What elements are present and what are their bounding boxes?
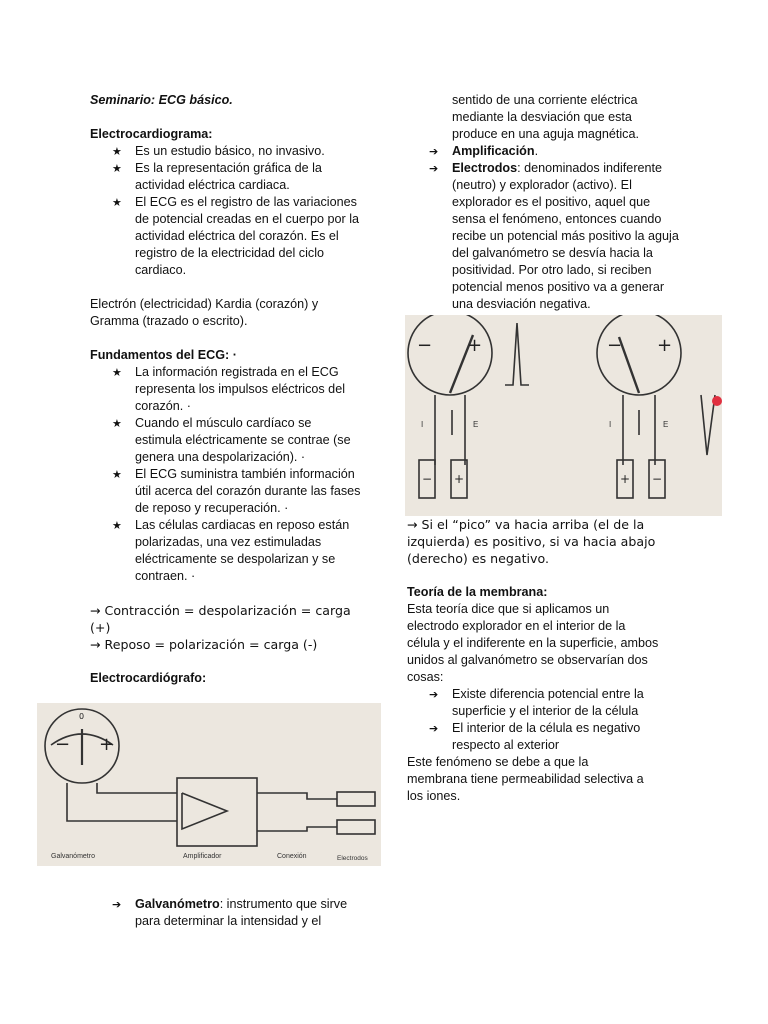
deflection-drawing [405, 315, 722, 516]
list-item: ★ Es un estudio básico, no invasivo. [90, 143, 370, 160]
label-E: E [473, 420, 479, 429]
galvanometro-block [90, 896, 370, 930]
plus-sign: + [657, 335, 673, 356]
pico-paragraph: → Si el “pico” va hacia arriba (el de la izquierda) es positivo, si va hacia abajo (derecho) es negativo. [407, 517, 656, 566]
right-lower [407, 516, 721, 805]
label-I: I [609, 420, 612, 429]
electrocardiograma-heading: Electrocardiograma: [90, 127, 213, 141]
wire [257, 793, 337, 799]
reposo-line: → Reposo = polarización = carga (-) [90, 637, 318, 652]
amplificacion-text: . [534, 144, 539, 158]
minus-sign: − [607, 335, 623, 356]
list-item: ➔ El interior de la célula es negativo respecto al exterior [407, 720, 721, 754]
cell-minus: − [652, 472, 663, 486]
plus-sign: + [467, 335, 483, 356]
galvanometro-continuation: sentido de una corriente eléctrica mediante la desviación que esta produce en una aguja magnética. [452, 93, 639, 141]
galvanometro-list [90, 896, 370, 930]
label-I: I [421, 420, 424, 429]
zero-mark: 0 [79, 712, 85, 721]
teoria-list [407, 686, 721, 754]
label-conexion: Conexión [277, 853, 307, 860]
teoria-outro: Este fenómeno se debe a que la membrana tiene permeabilidad selectiva a los iones. [407, 755, 644, 803]
teoria-intro: Esta teoría dice que si aplicamos un electrodo explorador en el interior de la célula y el indiferente en la superficie, ambos unidos al galvanómetro se observarían dos cosas: [407, 602, 659, 684]
electrocardiograma-list [90, 143, 370, 279]
electrodos-text: : denominados indiferente (neutro) y explorador (activo). El explorador es el positivo, aquel que sensa el fenómeno, entonces cuando recibe un potencial más positivo la aguja del galvanómetro se desvía hacia la positividad. Por otro lado, si reciben potencial menos positivo va a generar una desviación negativa. [452, 161, 679, 311]
galvanometro-text: : instrumento que sirve para determinar la intensidad y el [135, 897, 348, 928]
teoria-heading: Teoría de la membrana: [407, 585, 548, 599]
contraccion-line: → Contracción = despolarización = carga (+) [90, 603, 351, 635]
list-item: ★ El ECG suministra también información útil acerca del corazón durante las fases de reposo y recuperación. · [90, 466, 370, 517]
fundamentos-list [90, 364, 370, 585]
list-item [90, 896, 370, 930]
list-item: ➔ Existe diferencia potencial entre la superficie y el interior de la célula [407, 686, 721, 720]
cell-minus: − [422, 472, 433, 486]
list-item: ★ La información registrada en el ECG representa los impulsos eléctricos del corazón. · [90, 364, 370, 415]
etymology-paragraph: Electrón (electricidad) Kardia (corazón) y Gramma (trazado o escrito). [90, 297, 319, 328]
amplifier-box [177, 778, 257, 846]
negative-peak [701, 395, 715, 455]
label-E: E [663, 420, 669, 429]
cell-plus: + [620, 472, 631, 486]
fundamentos-heading: Fundamentos del ECG: · [90, 348, 237, 362]
wire [257, 827, 337, 831]
electrocardiograph-diagram [37, 703, 381, 866]
electrodos-term: Electrodos [452, 161, 518, 175]
wire [97, 783, 177, 793]
red-marker [712, 396, 722, 406]
label-galvanometro: Galvanómetro [51, 853, 95, 860]
right-column [407, 92, 721, 313]
minus-sign: − [55, 734, 71, 755]
amplifier-symbol [182, 793, 227, 829]
electrode-box [337, 792, 375, 806]
label-amplificador: Amplificador [183, 853, 222, 860]
electrocardiografo-heading: Electrocardiógrafo: [90, 671, 207, 685]
minus-sign: − [417, 335, 433, 356]
amplificacion-term: Amplificación [452, 144, 535, 158]
list-item: ★ Cuando el músculo cardíaco se estimula eléctricamente se contrae (se genera una despolarización). · [90, 415, 370, 466]
positive-peak [505, 323, 529, 385]
list-item [407, 143, 721, 160]
plus-sign: + [99, 734, 115, 755]
list-item [407, 160, 721, 313]
electrode-box [337, 820, 375, 834]
list-item: ★ Es la representación gráfica de la actividad eléctrica cardiaca. [90, 160, 370, 194]
right-list [407, 143, 721, 313]
galvanometro-term: Galvanómetro [135, 897, 220, 911]
wire [67, 783, 177, 821]
left-column [90, 92, 370, 687]
diagram-drawing [37, 703, 381, 866]
list-item: ★ El ECG es el registro de las variaciones de potencial creadas en el cuerpo por la actividad eléctrica del corazón. Es el registro de la electricidad del ciclo cardiaco. [90, 194, 370, 279]
deflection-photo [405, 315, 722, 516]
label-electrodos: Electrodos [337, 855, 368, 862]
cell-plus: + [454, 472, 465, 486]
document-title: Seminario: ECG básico. [90, 93, 233, 107]
list-item: ★ Las células cardiacas en reposo están polarizadas, una vez estimuladas eléctricamente se despolarizan y se contraen. · [90, 517, 370, 585]
